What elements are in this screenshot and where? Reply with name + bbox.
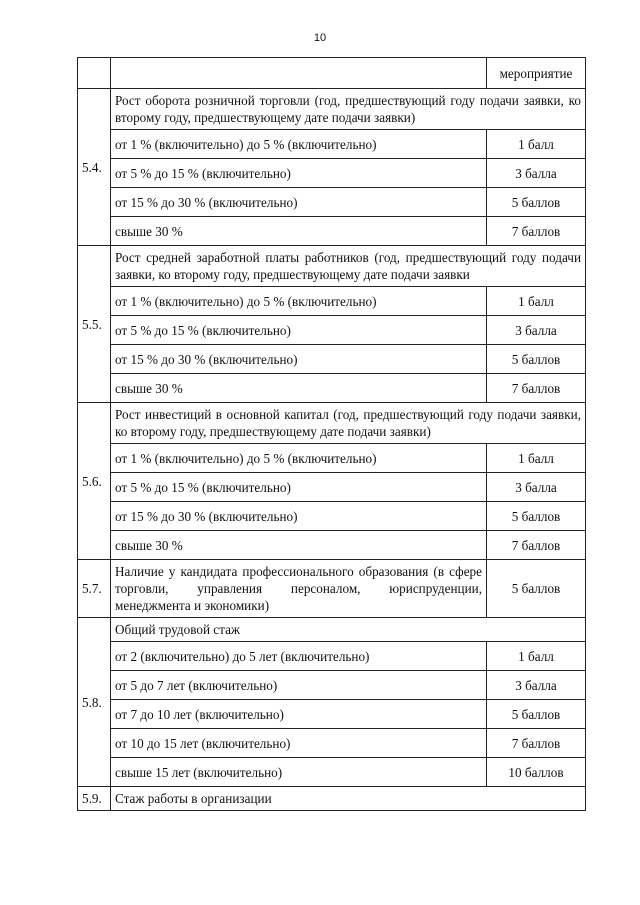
- option-label: от 15 % до 30 % (включительно): [111, 502, 487, 531]
- section-title-row: [78, 89, 586, 130]
- table-row: [78, 729, 586, 758]
- section-title: Рост оборота розничной торговли (год, предшествующий году подачи заявки, ко второму году, предшествующему дате подачи заявки): [111, 89, 586, 130]
- option-score: 3 балла: [487, 159, 586, 188]
- table-row: [78, 502, 586, 531]
- option-score: 3 балла: [487, 671, 586, 700]
- option-score: 7 баллов: [487, 729, 586, 758]
- table-row: [78, 287, 586, 316]
- option-label: от 5 % до 15 % (включительно): [111, 473, 487, 502]
- option-score: 7 баллов: [487, 217, 586, 246]
- number-cell: [78, 58, 111, 89]
- option-score: 3 балла: [487, 473, 586, 502]
- page-number: 10: [313, 32, 327, 44]
- table-row: [78, 217, 586, 246]
- table-row: [78, 444, 586, 473]
- table-row: [78, 531, 586, 560]
- option-score: 1 балл: [487, 287, 586, 316]
- table-row: [78, 316, 586, 345]
- table-row: [78, 374, 586, 403]
- option-score: 1 балл: [487, 444, 586, 473]
- option-label: от 5 % до 15 % (включительно): [111, 159, 487, 188]
- section-title-row: [78, 787, 586, 811]
- option-label: от 1 % (включительно) до 5 % (включительно): [111, 287, 487, 316]
- criterion-cell: [111, 58, 487, 89]
- table-row: [78, 758, 586, 787]
- table-row: [78, 700, 586, 729]
- table-row: [78, 642, 586, 671]
- section-title-row: [78, 403, 586, 444]
- section-title-row: [78, 560, 586, 618]
- option-label: свыше 15 лет (включительно): [111, 758, 487, 787]
- section-title-row: [78, 246, 586, 287]
- table-row: [78, 159, 586, 188]
- section-number: 5.5.: [78, 246, 111, 403]
- section-number: 5.9.: [78, 787, 111, 811]
- option-label: от 1 % (включительно) до 5 % (включительно): [111, 444, 487, 473]
- option-label: от 10 до 15 лет (включительно): [111, 729, 487, 758]
- option-label: от 5 % до 15 % (включительно): [111, 316, 487, 345]
- section-number: 5.6.: [78, 403, 111, 560]
- section-title: Рост средней заработной платы работников (год, предшествующий году подачи заявки, ко второму году, предшествующему дате подачи заявки: [111, 246, 586, 287]
- option-score: 3 балла: [487, 316, 586, 345]
- option-label: от 15 % до 30 % (включительно): [111, 188, 487, 217]
- section-score: 5 баллов: [487, 560, 586, 618]
- section-number: 5.8.: [78, 618, 111, 787]
- table-row: [78, 130, 586, 159]
- table-row: [78, 345, 586, 374]
- table-row: [78, 58, 586, 89]
- section-title-row: [78, 618, 586, 642]
- option-score: 10 баллов: [487, 758, 586, 787]
- option-label: свыше 30 %: [111, 217, 487, 246]
- section-number: 5.7.: [78, 560, 111, 618]
- option-score: 1 балл: [487, 130, 586, 159]
- section-title: Рост инвестиций в основной капитал (год, предшествующий году подачи заявки, ко второму году, предшествующему дате подачи заявки): [111, 403, 586, 444]
- score-cell: мероприятие: [487, 58, 586, 89]
- option-score: 5 баллов: [487, 700, 586, 729]
- option-score: 5 баллов: [487, 502, 586, 531]
- option-label: от 2 (включительно) до 5 лет (включительно): [111, 642, 487, 671]
- section-title: Стаж работы в организации: [111, 787, 586, 811]
- table-row: [78, 671, 586, 700]
- option-score: 1 балл: [487, 642, 586, 671]
- option-label: от 5 до 7 лет (включительно): [111, 671, 487, 700]
- option-score: 5 баллов: [487, 345, 586, 374]
- criteria-table: [77, 57, 586, 811]
- option-label: свыше 30 %: [111, 374, 487, 403]
- table-row: [78, 473, 586, 502]
- option-label: от 7 до 10 лет (включительно): [111, 700, 487, 729]
- option-label: от 1 % (включительно) до 5 % (включительно): [111, 130, 487, 159]
- section-title: Общий трудовой стаж: [111, 618, 586, 642]
- table-row: [78, 188, 586, 217]
- option-label: от 15 % до 30 % (включительно): [111, 345, 487, 374]
- option-score: 7 баллов: [487, 374, 586, 403]
- section-title: Наличие у кандидата профессионального образования (в сфере торговли, управления персоналом, юриспруденции, менеджмента и экономики): [111, 560, 487, 618]
- option-label: свыше 30 %: [111, 531, 487, 560]
- option-score: 7 баллов: [487, 531, 586, 560]
- section-number: 5.4.: [78, 89, 111, 246]
- option-score: 5 баллов: [487, 188, 586, 217]
